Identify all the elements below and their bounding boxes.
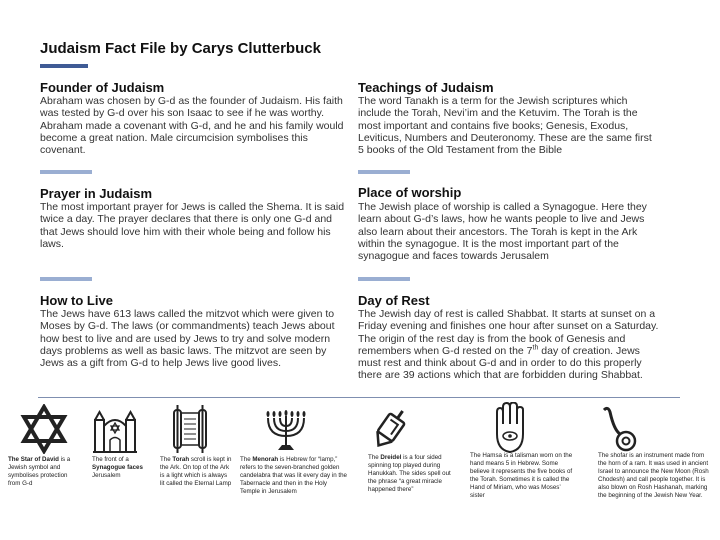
how-to-live-text: The Jews have 613 laws called the mitzvot which were given to Moses by G-d. The laws (or commandments) teach Jews about how best to live and are used by Jews to try and solve modern days problems as well as basic laws. The mitzvot are seen by Jews as a gift from G-d to help Jews live good lives. (40, 308, 335, 370)
dreidel-caption: The Dreidel is a four sided spinning top played during Hanukkah. The sides spell out the phrase “a great miracle happened there” (368, 454, 451, 493)
teachings-text: The word Tanakh is a term for the Jewish scriptures which include the Torah, Nevi’im and the Ketuvim. The Torah is the most important and contains five books; Genesis, Exodus, Leviticus, Numbers and Deuteronomy. These are the same first 5 books of the Old Testament from the Bible (358, 95, 652, 157)
founder-text: Abraham was chosen by G-d as the founder of Judaism. His faith was tested by G-d over his son Isaac to see if he was worthy. Abraham made a covenant with G-d, and he and his family would become a great nation. Male circumcision symbolises this covenant. (40, 95, 344, 157)
star-of-david-icon (20, 404, 68, 454)
menorah-icon (260, 410, 312, 454)
prayer-text: The most important prayer for Jews is called the Shema. It is said twice a day. The prayer declares that there is only one G-d and that Jews should love him with their whole being and follow his laws. (40, 201, 345, 250)
shofar-caption: The shofar is an instrument made from the horn of a ram. It was used in ancient Israel to announce the New Moon (Rosh Chodesh) and call people together. It is also blown on Rosh Hashanah, marking the beginning of the Jewish New Year. (598, 452, 709, 499)
prayer-heading: Prayer in Judaism (40, 186, 152, 201)
founder-heading: Founder of Judaism (40, 80, 165, 95)
menorah-caption: The Menorah is Hebrew for “lamp,” refers to the seven-branched golden candelabra that was lit every day in the Tabernacle and then in the Holy Temple in Jerusalem (240, 456, 347, 495)
synagogue-caption: The front of a Synagogue faces Jerusalem (92, 456, 143, 479)
how-to-live-heading: How to Live (40, 293, 113, 308)
shofar-icon (598, 404, 640, 454)
worship-heading: Place of worship (358, 185, 462, 200)
section-accent (40, 170, 92, 174)
star-of-david-caption: The Star of David is a Jewish symbol and symbolises protection from G-d (8, 456, 71, 487)
section-accent (358, 170, 410, 174)
page-title: Judaism Fact File by Carys Clutterbuck (40, 40, 321, 57)
torah-scroll-icon (170, 404, 210, 454)
synagogue-icon (92, 404, 138, 454)
day-of-rest-heading: Day of Rest (358, 293, 430, 308)
dreidel-icon (366, 404, 414, 454)
torah-caption: The Torah scroll is kept in the Ark. On top of the Ark is a light which is always lit called the Eternal Lamp (160, 456, 232, 487)
divider-line (38, 397, 680, 398)
day-of-rest-text: The Jewish day of rest is called Shabbat. It starts at sunset on a Friday evening and finishes one hour after sunset on a Saturday. The origin of the rest day is from the book of Genesis and remembers when G-d rested on the 7th day of creation. Jews must rest and think about G-d and in order to do this properly there are 39 actions which that are forbidden during Shabbat. (358, 308, 659, 382)
hamsa-caption: The Hamsa is a talisman worn on the hand means 5 in Hebrew. Some believe it represents the five books of the Torah. Sometimes it is called the Hand of Miriam, who was Moses’ sister (470, 452, 573, 499)
hamsa-icon (490, 402, 532, 454)
worship-text: The Jewish place of worship is called a Synagogue. Here they learn about G-d’s laws, how he wants people to live and Jews also learn about their ancestors. The Torah is kept in the Ark within the synagogue. It is the most important part of the synagogue and faces towards Jerusalem (358, 201, 647, 263)
title-accent-bar (40, 64, 88, 68)
section-accent (358, 277, 410, 281)
teachings-heading: Teachings of Judaism (358, 80, 494, 95)
section-accent (40, 277, 92, 281)
